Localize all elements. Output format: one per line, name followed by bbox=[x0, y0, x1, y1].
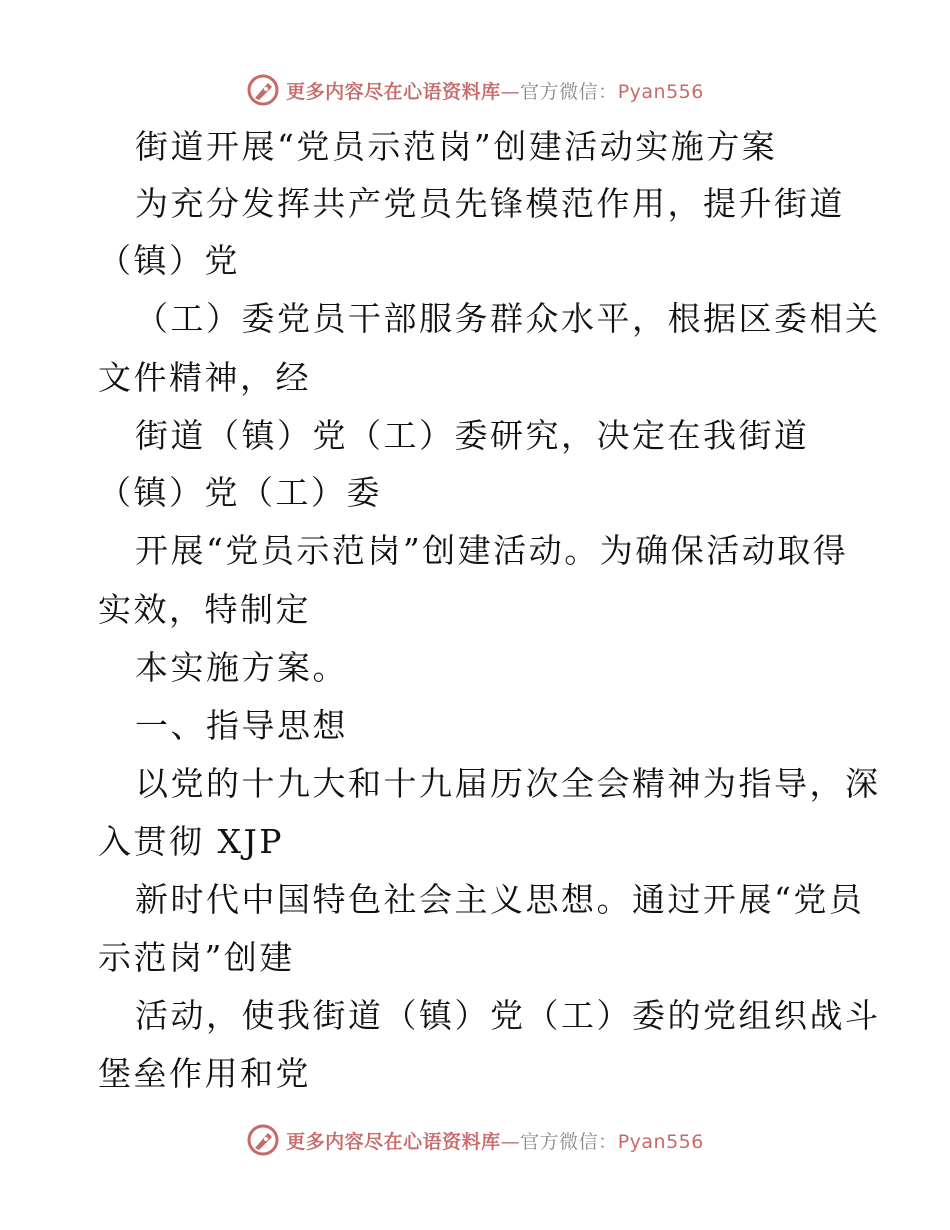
document-line: 入贯彻 XJP bbox=[98, 822, 284, 861]
document-line: 新时代中国特色社会主义思想。通过开展“党员 bbox=[135, 880, 865, 919]
document-line: 文件精神，经 bbox=[98, 358, 311, 397]
document-line: 实效，特制定 bbox=[98, 590, 311, 629]
footer-banner-text bbox=[286, 1127, 704, 1154]
footer-banner-separator: — bbox=[500, 1130, 521, 1153]
header-banner-text bbox=[286, 77, 704, 104]
document-line: 活动，使我街道（镇）党（工）委的党组织战斗 bbox=[135, 996, 881, 1035]
header-banner-label: 官方微信： bbox=[520, 80, 618, 103]
document-line: 示范岗”创建 bbox=[98, 938, 295, 977]
document-line: （镇）党 bbox=[98, 241, 240, 280]
pen-nib-logo-icon bbox=[246, 73, 280, 107]
document-line: （工）委党员干部服务群众水平，根据区委相关 bbox=[135, 299, 881, 338]
document-line: 为充分发挥共产党员先锋模范作用，提升街道 bbox=[135, 184, 845, 223]
footer-banner bbox=[0, 1122, 950, 1158]
footer-banner-brand: 更多内容尽在心语资料库 bbox=[286, 1130, 501, 1153]
section-heading: 一、指导思想 bbox=[135, 706, 348, 745]
pen-nib-logo-icon bbox=[246, 1123, 280, 1157]
header-banner bbox=[0, 72, 950, 108]
footer-banner-wechat-id: Pyan556 bbox=[617, 1130, 704, 1153]
document-line: 堡垒作用和党 bbox=[98, 1054, 311, 1093]
document-line: 本实施方案。 bbox=[135, 648, 348, 687]
document-title: 街道开展“党员示范岗”创建活动实施方案 bbox=[135, 127, 778, 166]
document-line: （镇）党（工）委 bbox=[98, 473, 382, 512]
document-line: 街道（镇）党（工）委研究，决定在我街道 bbox=[135, 416, 810, 455]
footer-banner-label: 官方微信： bbox=[520, 1130, 618, 1153]
document-line: 开展“党员示范岗”创建活动。为确保活动取得 bbox=[135, 531, 849, 570]
document-line: 以党的十九大和十九届历次全会精神为指导，深 bbox=[135, 764, 881, 803]
header-banner-separator: — bbox=[500, 80, 521, 103]
header-banner-brand: 更多内容尽在心语资料库 bbox=[286, 80, 501, 103]
header-banner-wechat-id: Pyan556 bbox=[617, 80, 704, 103]
